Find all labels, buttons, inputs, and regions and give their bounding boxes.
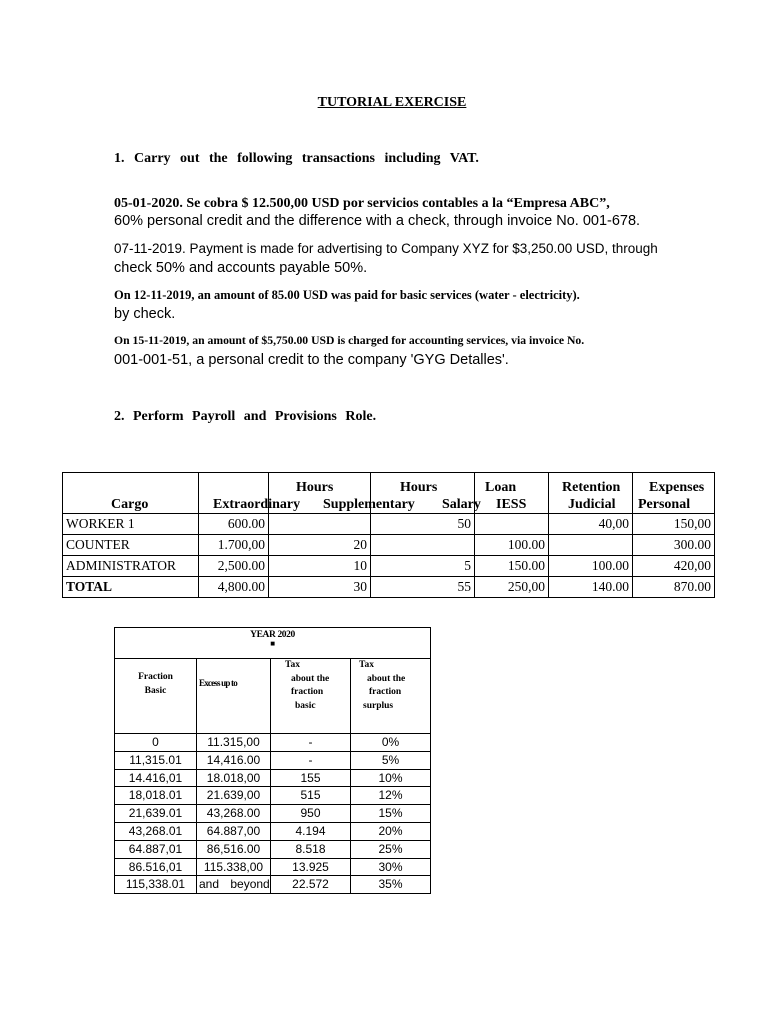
tax-caption-row (115, 628, 431, 659)
tax-cell: 15% (351, 805, 431, 823)
tax-cell: 25% (351, 840, 431, 858)
tax-cell: 18.018,00 (197, 769, 271, 787)
tax-cell: 0% (351, 734, 431, 752)
tax-cell: 115,338.01 (115, 876, 197, 894)
payroll-cell: 2,500.00 (199, 556, 269, 577)
header-text: surplus (363, 700, 394, 711)
payroll-cell (269, 514, 371, 535)
transaction-4-line-2: 001-001-51, a personal credit to the company 'GYG Detalles'. (114, 352, 509, 368)
payroll-table (62, 472, 715, 598)
header-cargo-label: Cargo (111, 497, 149, 512)
payroll-header-retention-judicial (549, 473, 633, 514)
tax-row (115, 858, 431, 876)
payroll-header-hours-supplementary (269, 473, 415, 514)
income-tax-table (114, 627, 431, 894)
payroll-cell: 140.00 (549, 577, 633, 598)
tax-row (115, 769, 431, 787)
payroll-cell: 1.700,00 (199, 535, 269, 556)
header-text: Fraction (138, 672, 173, 682)
transaction-3-line-1: On 12-11-2019, an amount of 85.00 USD was paid for basic services (water - electricity). (114, 288, 580, 302)
payroll-cell: 30 (269, 577, 371, 598)
tax-cell: and beyond (197, 876, 271, 894)
payroll-header-row (63, 473, 715, 514)
payroll-cell (475, 514, 549, 535)
tax-caption-mark: ■ (270, 639, 275, 648)
header-retention-label: Retention (562, 480, 621, 495)
tax-cell: 21.639,00 (197, 787, 271, 805)
header-text: about the (291, 673, 330, 684)
tax-row (115, 805, 431, 823)
payroll-cell: 20 (269, 535, 371, 556)
header-supplementary-label: Supplementary (323, 497, 415, 512)
header-extraordinary-label: Extraordinary (213, 497, 301, 512)
payroll-header-expenses-personal (633, 473, 715, 514)
payroll-cell: 5 (371, 556, 475, 577)
payroll-header-loan-iess (475, 473, 549, 514)
tax-cell: 155 (271, 769, 351, 787)
tax-cell: 0 (115, 734, 197, 752)
payroll-row (63, 535, 715, 556)
tax-cell: 13.925 (271, 858, 351, 876)
tax-cell: 18,018.01 (115, 787, 197, 805)
payroll-cell: 300.00 (633, 535, 715, 556)
header-loan-label: Loan (485, 480, 517, 495)
header-iess-label: IESS (496, 497, 527, 512)
transaction-3-line-2: by check. (114, 306, 176, 322)
tax-row (115, 787, 431, 805)
payroll-cell-cargo: COUNTER (63, 535, 199, 556)
tax-row (115, 876, 431, 894)
tax-cell: 11,315.01 (115, 751, 197, 769)
document-title: TUTORIAL EXERCISE (317, 95, 467, 110)
tax-cell: 10% (351, 769, 431, 787)
tax-cell: 515 (271, 787, 351, 805)
payroll-cell: 100.00 (549, 556, 633, 577)
tax-row (115, 734, 431, 752)
payroll-cell (371, 535, 475, 556)
header-text: Tax (285, 660, 300, 670)
payroll-cell: 250,00 (475, 577, 549, 598)
tax-caption-year: YEAR 2020 (250, 630, 295, 640)
payroll-cell: 870.00 (633, 577, 715, 598)
tax-row (115, 822, 431, 840)
header-text: Excess up to (199, 678, 237, 688)
tax-cell: 64.887,01 (115, 840, 197, 858)
header-text: fraction (291, 687, 324, 697)
payroll-total-row (63, 577, 715, 598)
payroll-cell: 55 (371, 577, 475, 598)
header-text: about the (367, 673, 406, 684)
transaction-2-line-1: 07-11-2019. Payment is made for advertising to Company XYZ for $3,250.00 USD, through (114, 241, 658, 256)
tax-cell: 35% (351, 876, 431, 894)
tax-row (115, 751, 431, 769)
transaction-1-line-1: 05-01-2020. Se cobra $ 12.500,00 USD por servicios contables a la “Empresa ABC”, (114, 196, 610, 211)
tax-cell: 30% (351, 858, 431, 876)
tax-cell: 21,639.01 (115, 805, 197, 823)
payroll-cell: 10 (269, 556, 371, 577)
tax-header-tax-basic (271, 659, 351, 734)
payroll-cell: 4,800.00 (199, 577, 269, 598)
payroll-cell: 600.00 (199, 514, 269, 535)
tax-table-caption (115, 628, 431, 659)
section-2-heading: 2. Perform Payroll and Provisions Role. (114, 409, 377, 424)
tax-cell: - (271, 751, 351, 769)
tax-cell: 20% (351, 822, 431, 840)
tax-header-fraction-basic (115, 659, 197, 734)
transaction-4-line-1: On 15-11-2019, an amount of $5,750.00 USD is charged for accounting services, via invoice No. (114, 334, 585, 347)
tax-cell: 64.887,00 (197, 822, 271, 840)
payroll-cell: 420,00 (633, 556, 715, 577)
tax-cell: 43,268.01 (115, 822, 197, 840)
payroll-cell (549, 535, 633, 556)
tax-header-excess-up-to (197, 659, 271, 734)
payroll-cell: 40,00 (549, 514, 633, 535)
tax-cell: - (271, 734, 351, 752)
tax-header-row (115, 659, 431, 734)
payroll-header-salary (371, 473, 481, 514)
tax-cell: 5% (351, 751, 431, 769)
payroll-row (63, 556, 715, 577)
payroll-cell: 50 (371, 514, 475, 535)
section-1-heading: 1. Carry out the following transactions including VAT. (114, 151, 479, 166)
tax-row (115, 840, 431, 858)
tax-cell: 950 (271, 805, 351, 823)
header-personal-label: Personal (638, 497, 691, 512)
header-text: fraction (369, 687, 402, 697)
transaction-2-line-2: check 50% and accounts payable 50%. (114, 260, 368, 276)
tax-cell: 8.518 (271, 840, 351, 858)
payroll-cell-cargo: ADMINISTRATOR (63, 556, 199, 577)
header-text: Tax (359, 660, 374, 670)
tax-header-tax-surplus (351, 659, 431, 734)
tax-cell: 22.572 (271, 876, 351, 894)
header-salary-label: Salary (442, 497, 481, 512)
payroll-cell: 150,00 (633, 514, 715, 535)
tax-cell: 14.416,01 (115, 769, 197, 787)
tax-cell: 12% (351, 787, 431, 805)
header-expenses-label: Expenses (649, 480, 705, 495)
tax-cell: 86,516.00 (197, 840, 271, 858)
header-hours-2-label: Hours (400, 480, 438, 495)
header-text: basic (295, 700, 316, 711)
tax-cell: 115.338,00 (197, 858, 271, 876)
payroll-cell-cargo: WORKER 1 (63, 514, 199, 535)
tax-cell: 43,268.00 (197, 805, 271, 823)
header-hours-1-label: Hours (296, 480, 334, 495)
header-judicial-label: Judicial (568, 497, 616, 512)
payroll-cell: 100.00 (475, 535, 549, 556)
tax-cell: 86.516,01 (115, 858, 197, 876)
transaction-1-line-2: 60% personal credit and the difference with a check, through invoice No. 001-678. (114, 213, 641, 229)
payroll-cell-cargo: TOTAL (63, 577, 199, 598)
payroll-header-cargo (63, 473, 199, 514)
payroll-row (63, 514, 715, 535)
header-text: Basic (144, 685, 167, 696)
tax-cell: 14,416.00 (197, 751, 271, 769)
tax-cell: 4.194 (271, 822, 351, 840)
tax-cell: 11.315,00 (197, 734, 271, 752)
payroll-cell: 150.00 (475, 556, 549, 577)
payroll-header-hours-extraordinary (199, 473, 301, 514)
